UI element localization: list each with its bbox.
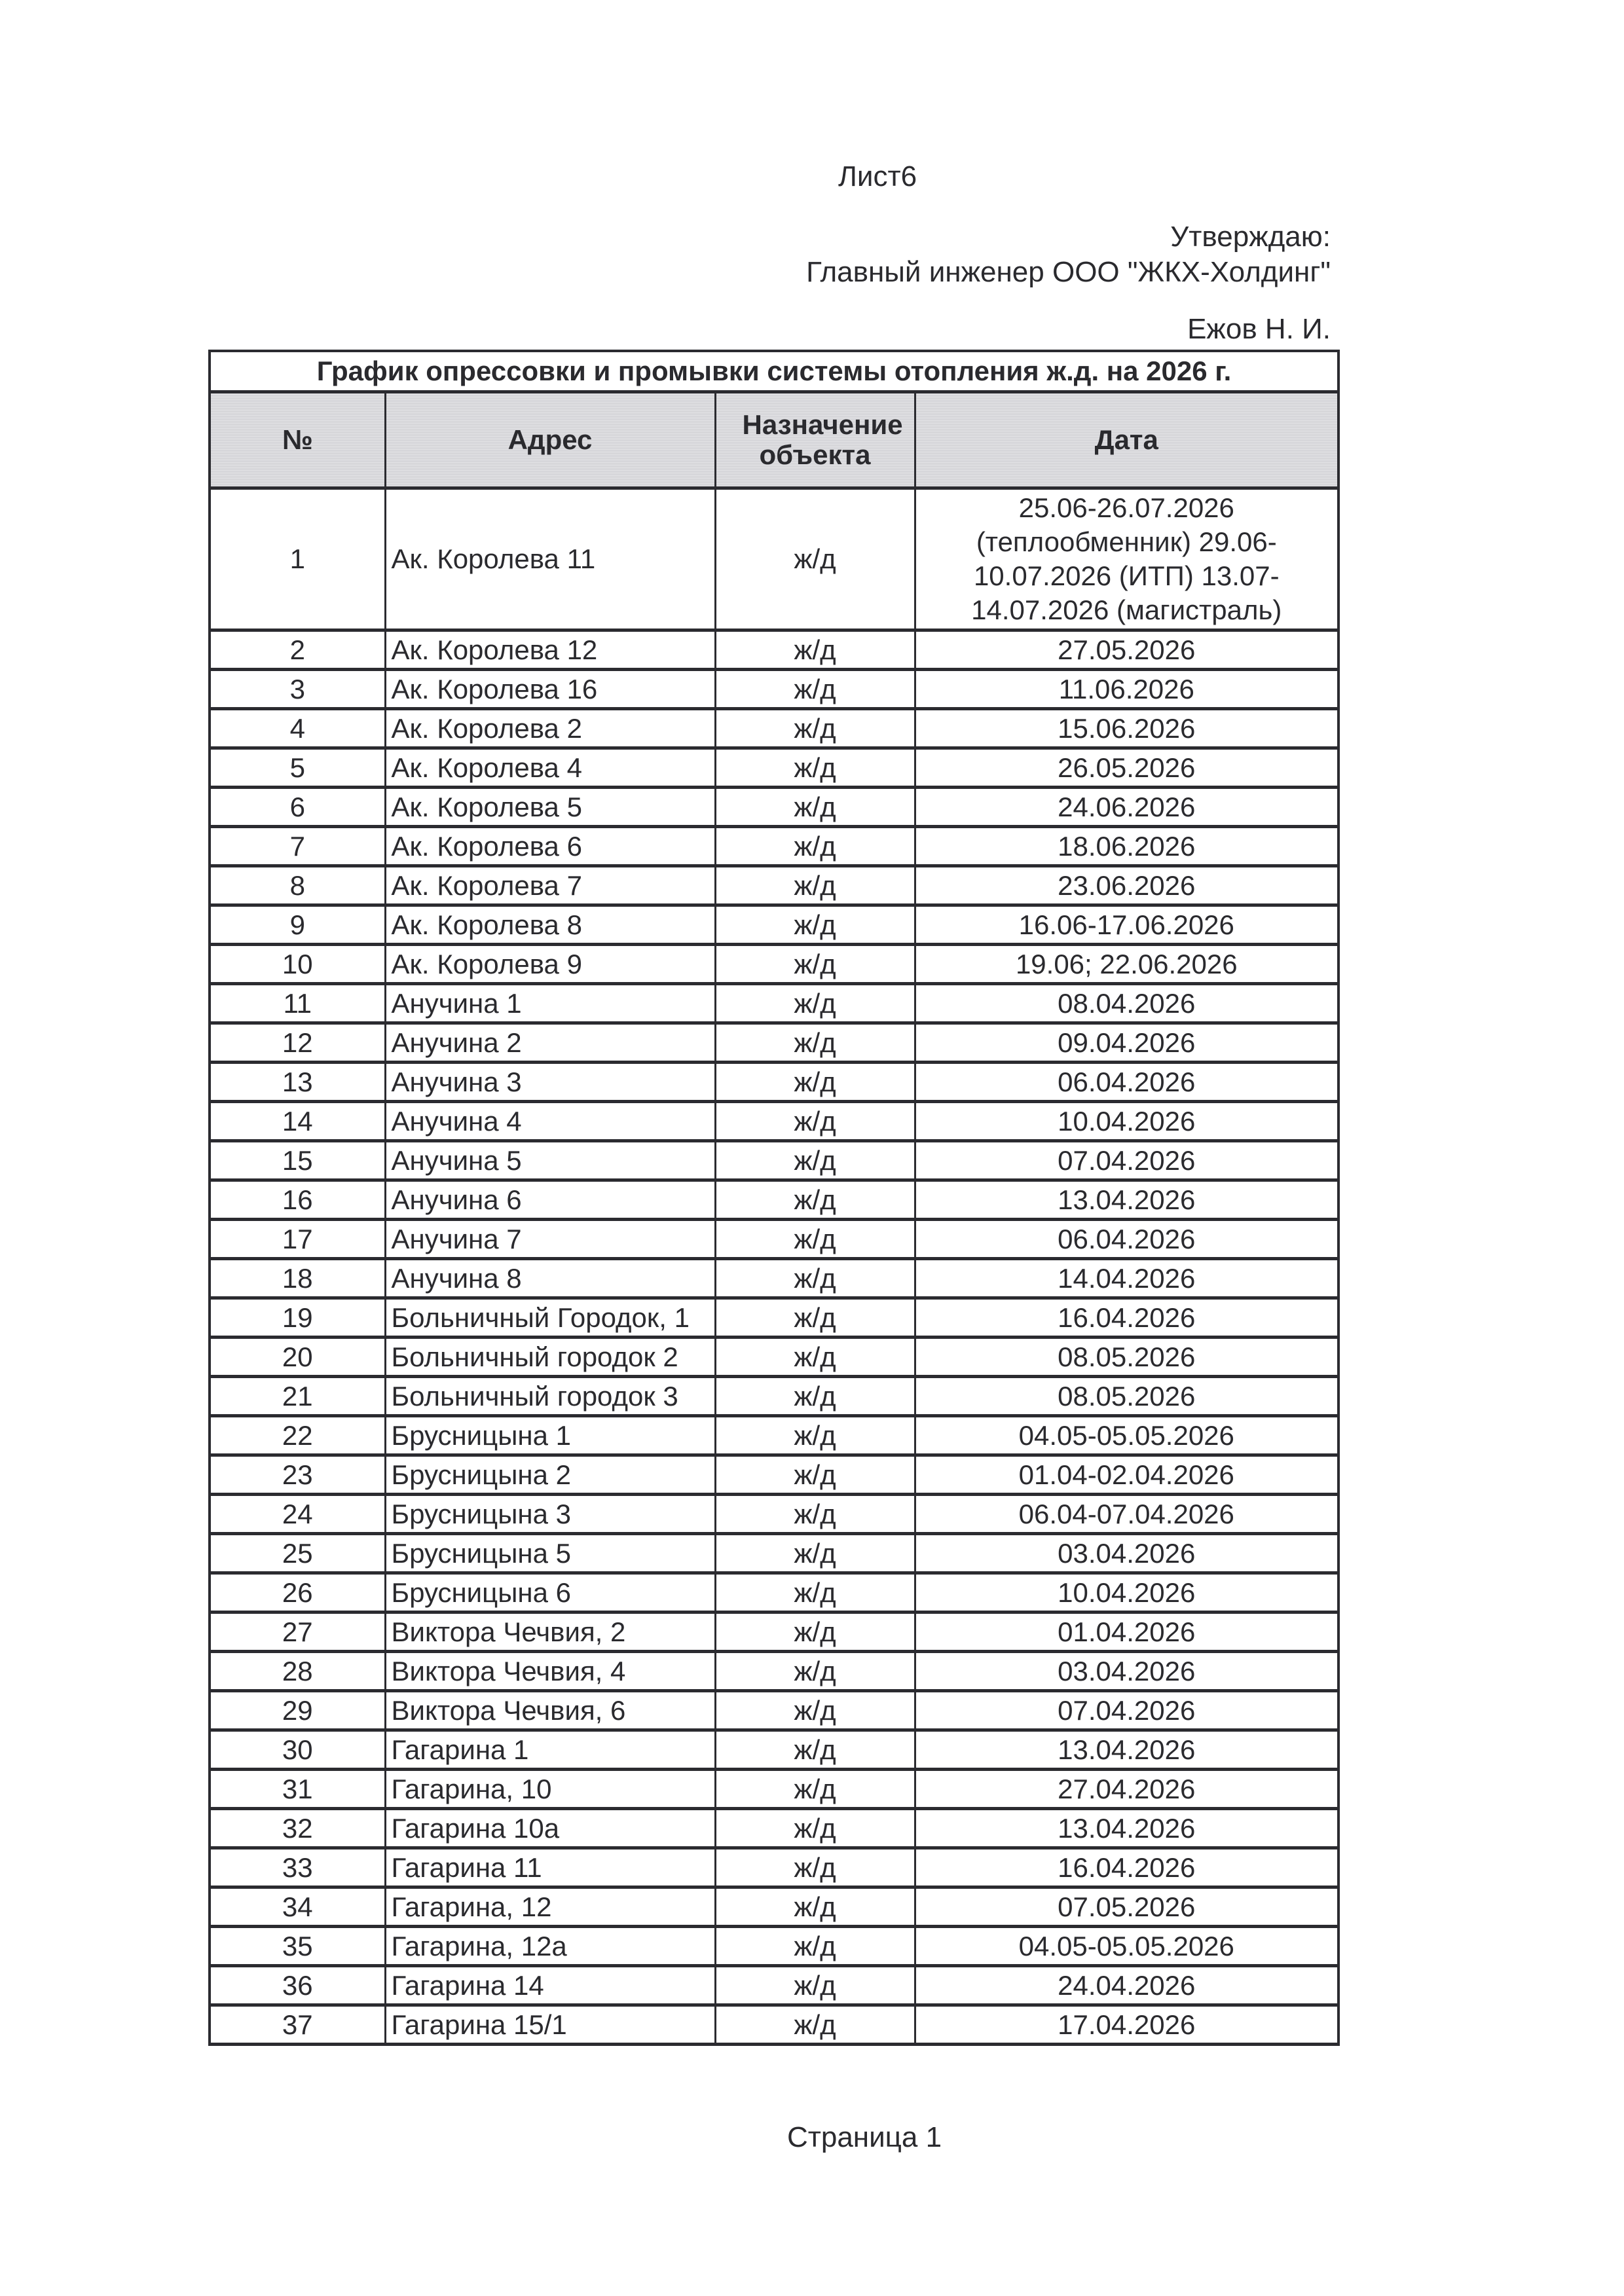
table-row [210,1141,1338,1180]
table-row [210,1927,1338,1966]
row-address: Ак. Королева 11 [385,488,715,630]
row-address: Больничный Городок, 1 [385,1298,715,1338]
row-address: Ак. Королева 4 [385,748,715,788]
row-number: 28 [210,1652,385,1691]
row-number: 34 [210,1887,385,1927]
row-number: 33 [210,1848,385,1887]
row-number: 23 [210,1455,385,1495]
row-number: 6 [210,788,385,827]
row-address: Ак. Королева 6 [385,827,715,866]
row-number: 12 [210,1023,385,1063]
row-purpose: ж/д [715,1613,915,1652]
table-row [210,788,1338,827]
row-number: 19 [210,1298,385,1338]
row-number: 30 [210,1730,385,1770]
table-row [210,1730,1338,1770]
row-date: 26.05.2026 [915,748,1338,788]
table-row [210,1613,1338,1652]
row-purpose: ж/д [715,905,915,945]
row-purpose: ж/д [715,748,915,788]
row-date: 11.06.2026 [915,670,1338,709]
row-purpose: ж/д [715,1691,915,1730]
row-date: 07.04.2026 [915,1141,1338,1180]
row-address: Анучина 5 [385,1141,715,1180]
row-address: Анучина 2 [385,1023,715,1063]
row-purpose: ж/д [715,1298,915,1338]
table-row [210,1770,1338,1809]
row-date: 03.04.2026 [915,1534,1338,1573]
row-number: 25 [210,1534,385,1573]
row-purpose: ж/д [715,1259,915,1298]
row-purpose: ж/д [715,1927,915,1966]
row-number: 2 [210,630,385,670]
table-row [210,748,1338,788]
row-number: 20 [210,1338,385,1377]
approver-position: Главный инженер ООО "ЖКХ-Холдинг" [806,256,1331,288]
row-date: 24.04.2026 [915,1966,1338,2005]
row-date: 06.04-07.04.2026 [915,1495,1338,1534]
table-row [210,1416,1338,1455]
row-address: Гагарина, 10 [385,1770,715,1809]
table-row [210,1652,1338,1691]
table-row [210,1102,1338,1141]
row-date: 25.06-26.07.2026 (теплообменник) 29.06-10.07.2026 (ИТП) 13.07-14.07.2026 (магистраль) [915,488,1338,630]
row-address: Виктора Чечвия, 4 [385,1652,715,1691]
table-row [210,1220,1338,1259]
row-address: Гагарина 14 [385,1966,715,2005]
row-number: 17 [210,1220,385,1259]
approval-heading: Утверждаю: [1170,221,1331,253]
row-number: 35 [210,1927,385,1966]
row-purpose: ж/д [715,1966,915,2005]
table-row [210,866,1338,905]
row-address: Гагарина, 12а [385,1927,715,1966]
row-number: 14 [210,1102,385,1141]
row-purpose: ж/д [715,1102,915,1141]
row-date: 04.05-05.05.2026 [915,1927,1338,1966]
row-address: Брусницына 1 [385,1416,715,1455]
row-purpose: ж/д [715,984,915,1023]
table-row [210,1495,1338,1534]
row-address: Брусницына 5 [385,1534,715,1573]
row-address: Анучина 7 [385,1220,715,1259]
row-purpose: ж/д [715,945,915,984]
row-purpose: ж/д [715,1730,915,1770]
row-date: 07.04.2026 [915,1691,1338,1730]
row-number: 26 [210,1573,385,1613]
row-purpose: ж/д [715,788,915,827]
row-purpose: ж/д [715,1141,915,1180]
row-address: Больничный городок 3 [385,1377,715,1416]
table-row [210,984,1338,1023]
row-date: 16.04.2026 [915,1298,1338,1338]
row-date: 13.04.2026 [915,1809,1338,1848]
table-row [210,1691,1338,1730]
row-number: 24 [210,1495,385,1534]
row-purpose: ж/д [715,1416,915,1455]
column-header-number: № [210,392,385,488]
row-number: 5 [210,748,385,788]
table-row [210,670,1338,709]
table-row [210,1573,1338,1613]
row-purpose: ж/д [715,1573,915,1613]
table-row [210,905,1338,945]
table-row [210,1298,1338,1338]
row-date: 04.05-05.05.2026 [915,1416,1338,1455]
table-row [210,1809,1338,1848]
table-row [210,488,1338,630]
row-date: 10.04.2026 [915,1573,1338,1613]
row-number: 11 [210,984,385,1023]
column-header-address: Адрес [385,392,715,488]
table-row [210,1063,1338,1102]
row-date: 08.05.2026 [915,1338,1338,1377]
row-address: Брусницына 2 [385,1455,715,1495]
table-row [210,2005,1338,2045]
table-row [210,945,1338,984]
row-address: Виктора Чечвия, 2 [385,1613,715,1652]
row-number: 22 [210,1416,385,1455]
row-purpose: ж/д [715,2005,915,2045]
row-purpose: ж/д [715,488,915,630]
page-number: Страница 1 [786,2121,942,2153]
table-row [210,1534,1338,1573]
row-purpose: ж/д [715,1534,915,1573]
row-number: 21 [210,1377,385,1416]
row-date: 14.04.2026 [915,1259,1338,1298]
row-address: Гагарина, 12 [385,1887,715,1927]
row-address: Гагарина 11 [385,1848,715,1887]
row-address: Ак. Королева 2 [385,709,715,748]
row-date: 13.04.2026 [915,1730,1338,1770]
approval-block [806,219,1331,290]
row-purpose: ж/д [715,1338,915,1377]
row-date: 24.06.2026 [915,788,1338,827]
row-date: 15.06.2026 [915,709,1338,748]
row-address: Гагарина 1 [385,1730,715,1770]
row-date: 16.04.2026 [915,1848,1338,1887]
row-date: 06.04.2026 [915,1063,1338,1102]
schedule-table [208,350,1340,2046]
row-purpose: ж/д [715,1063,915,1102]
row-date: 23.06.2026 [915,866,1338,905]
table-row [210,1377,1338,1416]
row-number: 27 [210,1613,385,1652]
row-date: 27.05.2026 [915,630,1338,670]
table-row [210,827,1338,866]
row-number: 16 [210,1180,385,1220]
row-date: 01.04-02.04.2026 [915,1455,1338,1495]
row-number: 32 [210,1809,385,1848]
column-header-date: Дата [915,392,1338,488]
row-address: Ак. Королева 5 [385,788,715,827]
row-date: 18.06.2026 [915,827,1338,866]
row-purpose: ж/д [715,1652,915,1691]
row-date: 19.06; 22.06.2026 [915,945,1338,984]
row-number: 4 [210,709,385,748]
row-purpose: ж/д [715,1023,915,1063]
row-number: 9 [210,905,385,945]
table-body [210,488,1338,2045]
table-header-row [210,392,1338,488]
row-purpose: ж/д [715,1220,915,1259]
table-row [210,1023,1338,1063]
row-purpose: ж/д [715,866,915,905]
row-address: Анучина 3 [385,1063,715,1102]
row-address: Гагарина 10а [385,1809,715,1848]
row-number: 29 [210,1691,385,1730]
row-address: Ак. Королева 7 [385,866,715,905]
row-date: 09.04.2026 [915,1023,1338,1063]
row-date: 16.06-17.06.2026 [915,905,1338,945]
row-date: 07.05.2026 [915,1887,1338,1927]
row-number: 18 [210,1259,385,1298]
row-address: Ак. Королева 9 [385,945,715,984]
sheet-label: Лист6 [838,160,917,192]
row-address: Виктора Чечвия, 6 [385,1691,715,1730]
row-number: 8 [210,866,385,905]
row-purpose: ж/д [715,1377,915,1416]
row-number: 7 [210,827,385,866]
table-row [210,1455,1338,1495]
row-purpose: ж/д [715,709,915,748]
row-number: 13 [210,1063,385,1102]
row-date: 13.04.2026 [915,1180,1338,1220]
row-purpose: ж/д [715,1180,915,1220]
row-purpose: ж/д [715,1455,915,1495]
row-date: 08.04.2026 [915,984,1338,1023]
row-address: Гагарина 15/1 [385,2005,715,2045]
row-date: 03.04.2026 [915,1652,1338,1691]
row-address: Анучина 8 [385,1259,715,1298]
table-title: График опрессовки и промывки системы отопления ж.д. на 2026 г. [210,351,1338,392]
row-date: 01.04.2026 [915,1613,1338,1652]
table-row [210,1887,1338,1927]
row-address: Брусницына 3 [385,1495,715,1534]
row-address: Больничный городок 2 [385,1338,715,1377]
row-purpose: ж/д [715,1848,915,1887]
table-row [210,1338,1338,1377]
table-row [210,630,1338,670]
row-number: 15 [210,1141,385,1180]
row-address: Ак. Королева 16 [385,670,715,709]
row-address: Анучина 4 [385,1102,715,1141]
row-date: 17.04.2026 [915,2005,1338,2045]
row-purpose: ж/д [715,1770,915,1809]
table-row [210,1966,1338,2005]
row-date: 10.04.2026 [915,1102,1338,1141]
row-number: 1 [210,488,385,630]
row-date: 08.05.2026 [915,1377,1338,1416]
column-header-purpose: Назначение объекта [715,392,915,488]
row-address: Ак. Королева 12 [385,630,715,670]
row-number: 3 [210,670,385,709]
row-purpose: ж/д [715,1495,915,1534]
row-date: 06.04.2026 [915,1220,1338,1259]
row-number: 10 [210,945,385,984]
row-address: Ак. Королева 8 [385,905,715,945]
row-number: 36 [210,1966,385,2005]
approver-name: Ежов Н. И. [1187,313,1331,345]
row-number: 37 [210,2005,385,2045]
row-address: Анучина 6 [385,1180,715,1220]
row-number: 31 [210,1770,385,1809]
table-row [210,1848,1338,1887]
table-row [210,1180,1338,1220]
row-date: 27.04.2026 [915,1770,1338,1809]
row-address: Брусницына 6 [385,1573,715,1613]
row-purpose: ж/д [715,630,915,670]
row-purpose: ж/д [715,1809,915,1848]
row-purpose: ж/д [715,827,915,866]
row-purpose: ж/д [715,1887,915,1927]
table-row [210,709,1338,748]
table-row [210,1259,1338,1298]
row-address: Анучина 1 [385,984,715,1023]
row-purpose: ж/д [715,670,915,709]
